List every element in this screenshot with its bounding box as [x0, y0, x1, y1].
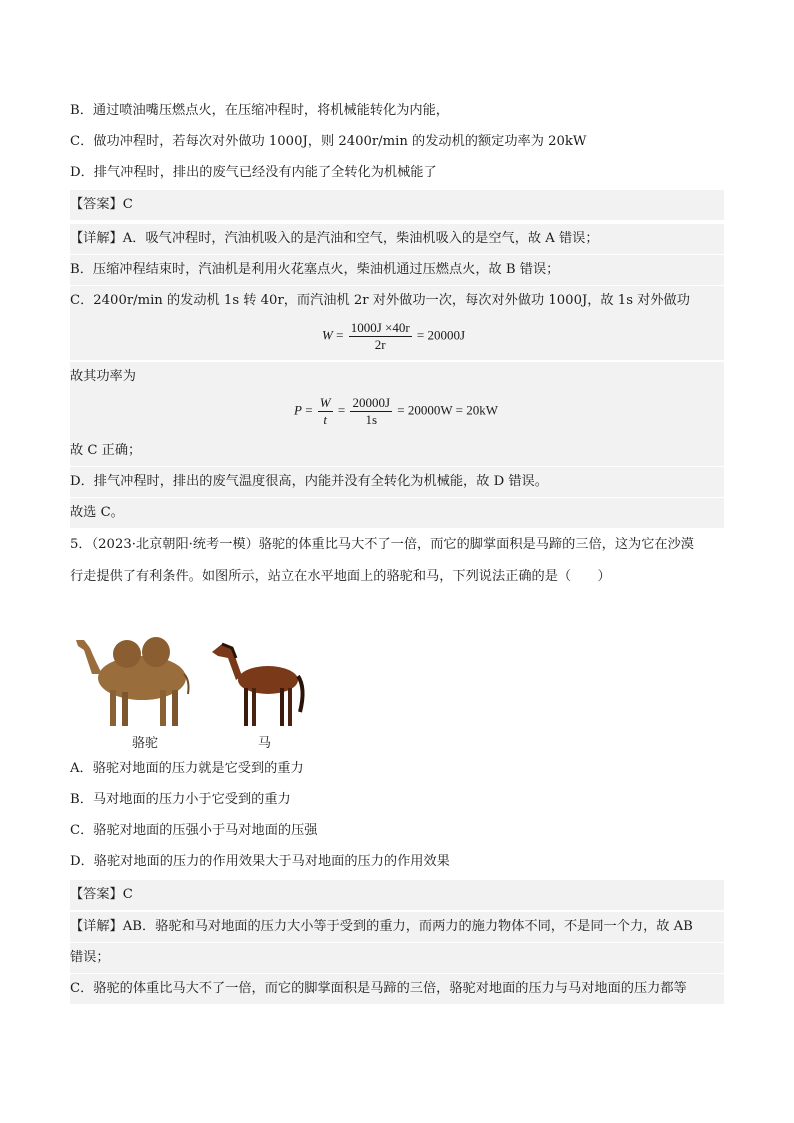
camel-horse-figure	[72, 618, 312, 758]
q5-stem-line2: 行走提供了有利条件。如图所示，站立在水平地面上的骆驼和马，下列说法正确的是（ ）	[70, 569, 611, 584]
formula1-fraction	[349, 320, 412, 353]
q4-option-b: B．通过喷油嘴压燃点火，在压缩冲程时，将机械能转化为内能，	[70, 103, 449, 118]
formula2-fraction-1	[318, 395, 333, 428]
q4-option-d: D．排气冲程时，排出的废气已经没有内能了全转化为机械能了	[70, 165, 437, 180]
formula2-denominator-1: t	[323, 412, 328, 427]
q4-formula-power: P = $\frac{W}{t}$ = $\frac{20000J}{1s}$ = 20000W = 20kW	[294, 395, 499, 427]
caption-camel: 骆驼	[132, 736, 159, 751]
formula2-lhs: P	[294, 402, 302, 418]
q5-analysis-ab-1: 【详解】AB．骆驼和马对地面的压力大小等于受到的重力，而两力的施力物体不同，不是同一个力，故 AB	[70, 912, 724, 942]
horse-illustration	[212, 644, 303, 726]
q4-formula-work: W = $\frac{1000J \times 40r}{2r}$ = 20000J	[322, 320, 466, 352]
q5-option-b: B．马对地面的压力小于它受到的重力	[70, 792, 291, 807]
q5-answer: 【答案】C	[70, 880, 724, 910]
q4-option-c: C．做功冲程时，若每次对外做功 1000J，则 2400r/min 的发动机的额定功率为 20kW	[70, 134, 587, 149]
q4-power-intro: 故其功率为	[70, 362, 724, 392]
caption-horse: 马	[258, 736, 272, 751]
q4-analysis-a: 【详解】A．吸气冲程时，汽油机吸入的是汽油和空气，柴油机吸入的是空气，故 A 错误；	[70, 224, 724, 254]
q5-analysis-ab-2: 错误；	[70, 943, 724, 973]
q5-option-d: D．骆驼对地面的压力的作用效果大于马对地面的压力的作用效果	[70, 854, 450, 869]
q4-answer: 【答案】C	[70, 190, 724, 220]
formula1-rhs: = 20000J	[416, 327, 466, 343]
q5-stem-line1: 5．（2023·北京朝阳·统考一模）骆驼的体重比马大不了一倍，而它的脚掌面积是马蹄的三倍，这为它在沙漠	[70, 537, 694, 552]
formula1-denominator: 2r	[374, 337, 386, 352]
camel-horse-image	[72, 618, 312, 738]
q4-analysis-c: C．2400r/min 的发动机 1s 转 40r，而汽油机 2r 对外做功一次，每次对外做功 1000J，故 1s 对外做功	[70, 286, 724, 316]
q4-choose: 故选 C。	[70, 498, 724, 528]
formula2-denominator-2: 1s	[365, 412, 378, 427]
q4-c-correct: 故 C 正确；	[70, 436, 724, 466]
formula2-numerator-1: W	[319, 395, 331, 410]
formula1-numerator: 1000J ×40r	[350, 320, 410, 335]
q4-analysis-b: B．压缩冲程结束时，汽油机是利用火花塞点火，柴油机通过压燃点火，故 B 错误；	[70, 255, 724, 285]
formula2-fraction-2	[350, 395, 392, 428]
camel-illustration	[76, 637, 189, 726]
q4-analysis-d: D．排气冲程时，排出的废气温度很高，内能并没有全转化为机械能，故 D 错误。	[70, 467, 724, 497]
q5-analysis-c: C．骆驼的体重比马大不了一倍，而它的脚掌面积是马蹄的三倍，骆驼对地面的压力与马对地面的压力都等	[70, 974, 724, 1004]
q5-option-c: C．骆驼对地面的压强小于马对地面的压强	[70, 823, 318, 838]
q5-option-a: A．骆驼对地面的压力就是它受到的重力	[70, 761, 304, 776]
formula1-lhs: W	[322, 327, 333, 343]
formula2-numerator-2: 20000J	[352, 395, 391, 410]
formula2-rhs: = 20000W = 20kW	[397, 402, 499, 418]
